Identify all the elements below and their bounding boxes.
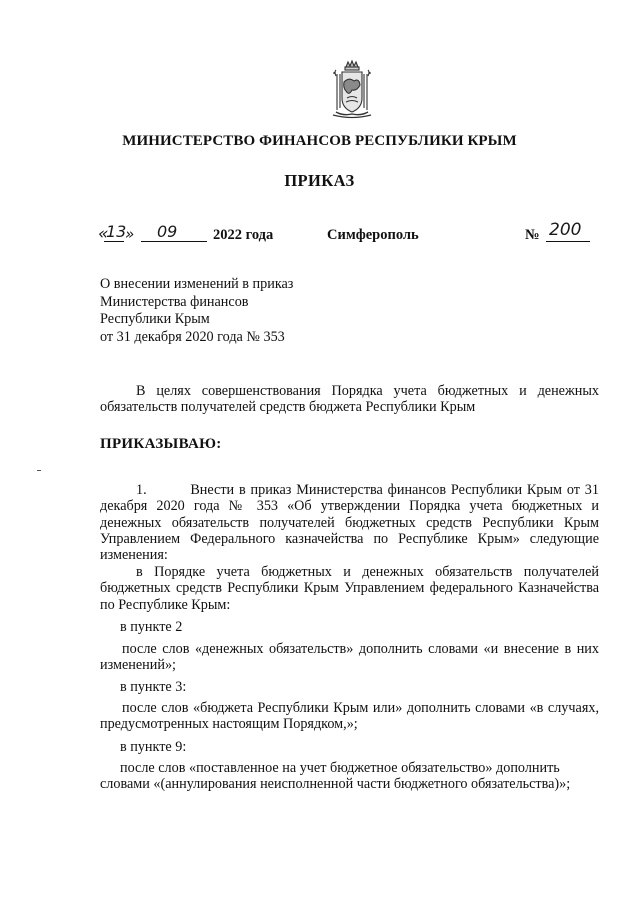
point-3-text: после слов «бюджета Республики Крым или» дополнить словами «в случаях, предусмотренных настоящим Порядком,»;	[100, 700, 599, 733]
city-name: Симферополь	[327, 227, 419, 243]
subject-line: Республики Крым	[100, 311, 210, 328]
point-2-text: после слов «денежных обязательств» дополнить словами «и внесение в них изменений»;	[100, 641, 599, 674]
document-type-title: ПРИКАЗ	[284, 171, 355, 190]
date-day-handwritten: 13	[106, 222, 127, 241]
number-label: №	[525, 227, 540, 243]
day-underline	[104, 241, 124, 242]
crimea-coat-of-arms-icon	[327, 58, 377, 120]
item-1-subparagraph: в Порядке учета бюджетных и денежных обязательств получателей бюджетных средств Республики Крым Управлением федерального Казначейства по Республике Крым:	[100, 564, 599, 613]
point-9-text-line-1: после слов «поставленное на учет бюджетное обязательство» дополнить	[120, 760, 560, 776]
subject-line: Министерства финансов	[100, 293, 249, 310]
subject-line: от 31 декабря 2020 года № 353	[100, 328, 285, 345]
order-subject	[100, 276, 293, 346]
point-9-label: в пункте 9:	[120, 739, 187, 755]
date-open-quote: «	[98, 224, 109, 244]
order-word: ПРИКАЗЫВАЮ:	[100, 436, 222, 452]
date-close-quote: »	[125, 225, 135, 243]
subject-line: О внесении изменений в приказ	[100, 276, 294, 292]
date-year: 2022 года	[213, 227, 274, 243]
ministry-name: МИНИСТЕРСТВО ФИНАНСОВ РЕСПУБЛИКИ КРЫМ	[122, 133, 517, 149]
preamble-paragraph: В целях совершенствования Порядка учета бюджетных и денежных обязательств получателей средств бюджета Республики Крым	[100, 383, 599, 416]
date-month-handwritten: 09	[157, 222, 178, 241]
point-3-label: в пункте 3:	[120, 679, 187, 695]
item-1-paragraph: 1. Внести в приказ Министерства финансов Республики Крым от 31 декабря 2020 года № 353 «Об утверждении Порядка учета бюджетных и денежных обязательств получателей бюджетных средств Республики Крым Управлением Федерального казначейства по Республике Крым» следующие изменения:	[100, 482, 599, 564]
margin-mark	[37, 470, 41, 471]
number-underline	[546, 241, 590, 242]
month-underline	[141, 241, 207, 242]
order-number-handwritten: 200	[549, 220, 582, 240]
point-2-label: в пункте 2	[120, 619, 183, 635]
point-9-text-line-2: словами «(аннулирования неисполненной части бюджетного обязательства)»;	[100, 776, 571, 792]
